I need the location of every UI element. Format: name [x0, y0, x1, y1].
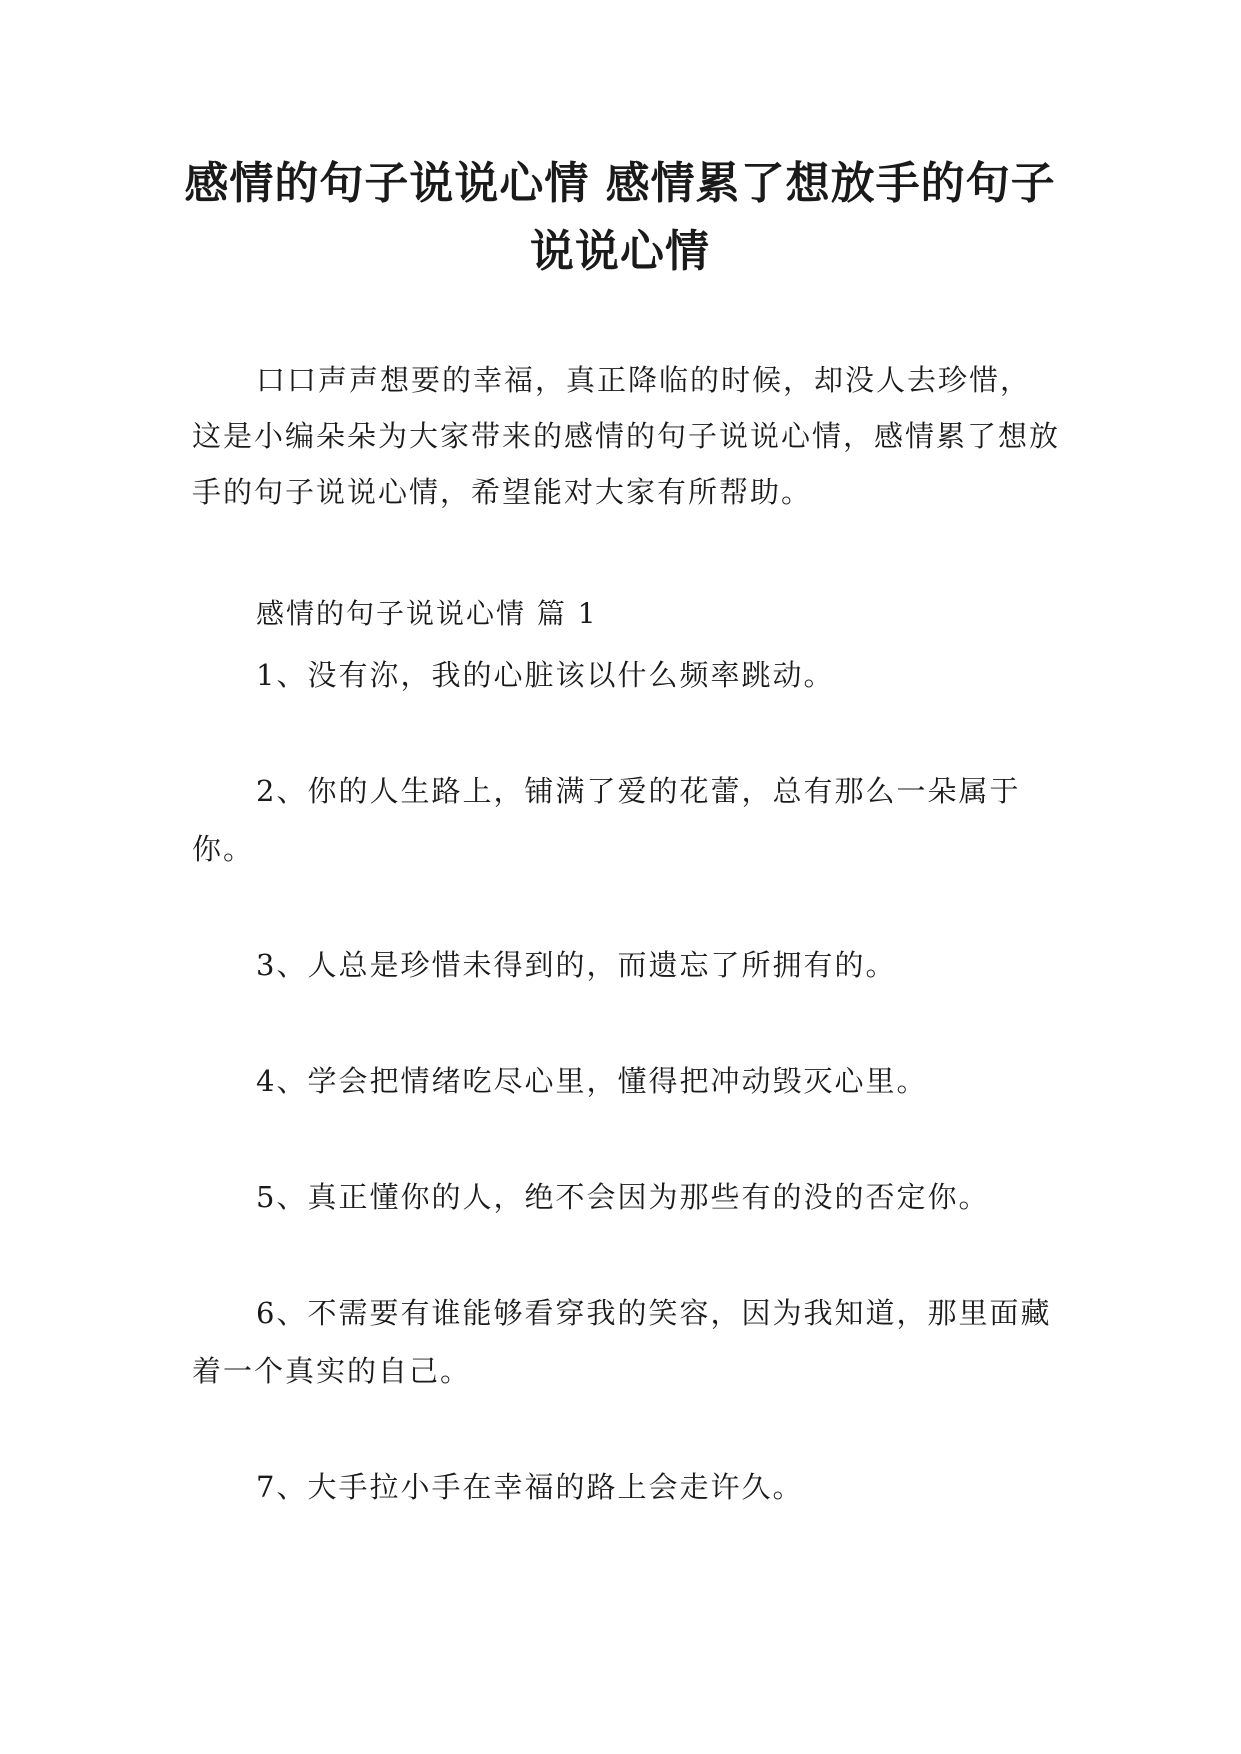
- list-item: 3、人总是珍惜未得到的，而遗忘了所拥有的。: [256, 948, 897, 982]
- list-item: 6、不需要有谁能够看穿我的笑容，因为我知道，那里面藏着一个真实的自己。: [192, 1296, 1052, 1388]
- list-item: 7、大手拉小手在幸福的路上会走许久。: [256, 1470, 804, 1504]
- intro-paragraph: 口口声声想要的幸福，真正降临的时候，却没人去珍惜，这是小编朵朵为大家带来的感情的句子说说心情，感情累了想放手的句子说说心情，希望能对大家有所帮助。: [192, 363, 1061, 509]
- section-heading: 感情的句子说说心情 篇 1: [256, 597, 598, 630]
- list-item: 2、你的人生路上，铺满了爱的花蕾，总有那么一朵属于你。: [192, 774, 1021, 866]
- list-item: 1、没有沵，我的心脏该以什么频率跳动。: [256, 658, 835, 692]
- document-title: 感情的句子说说心情 感情累了想放手的句子说说心情: [184, 158, 1056, 277]
- list-item: 4、学会把情绪吃尽心里，懂得把冲动毁灭心里。: [256, 1064, 928, 1098]
- list-item: 5、真正懂你的人，绝不会因为那些有的没的否定你。: [256, 1180, 990, 1214]
